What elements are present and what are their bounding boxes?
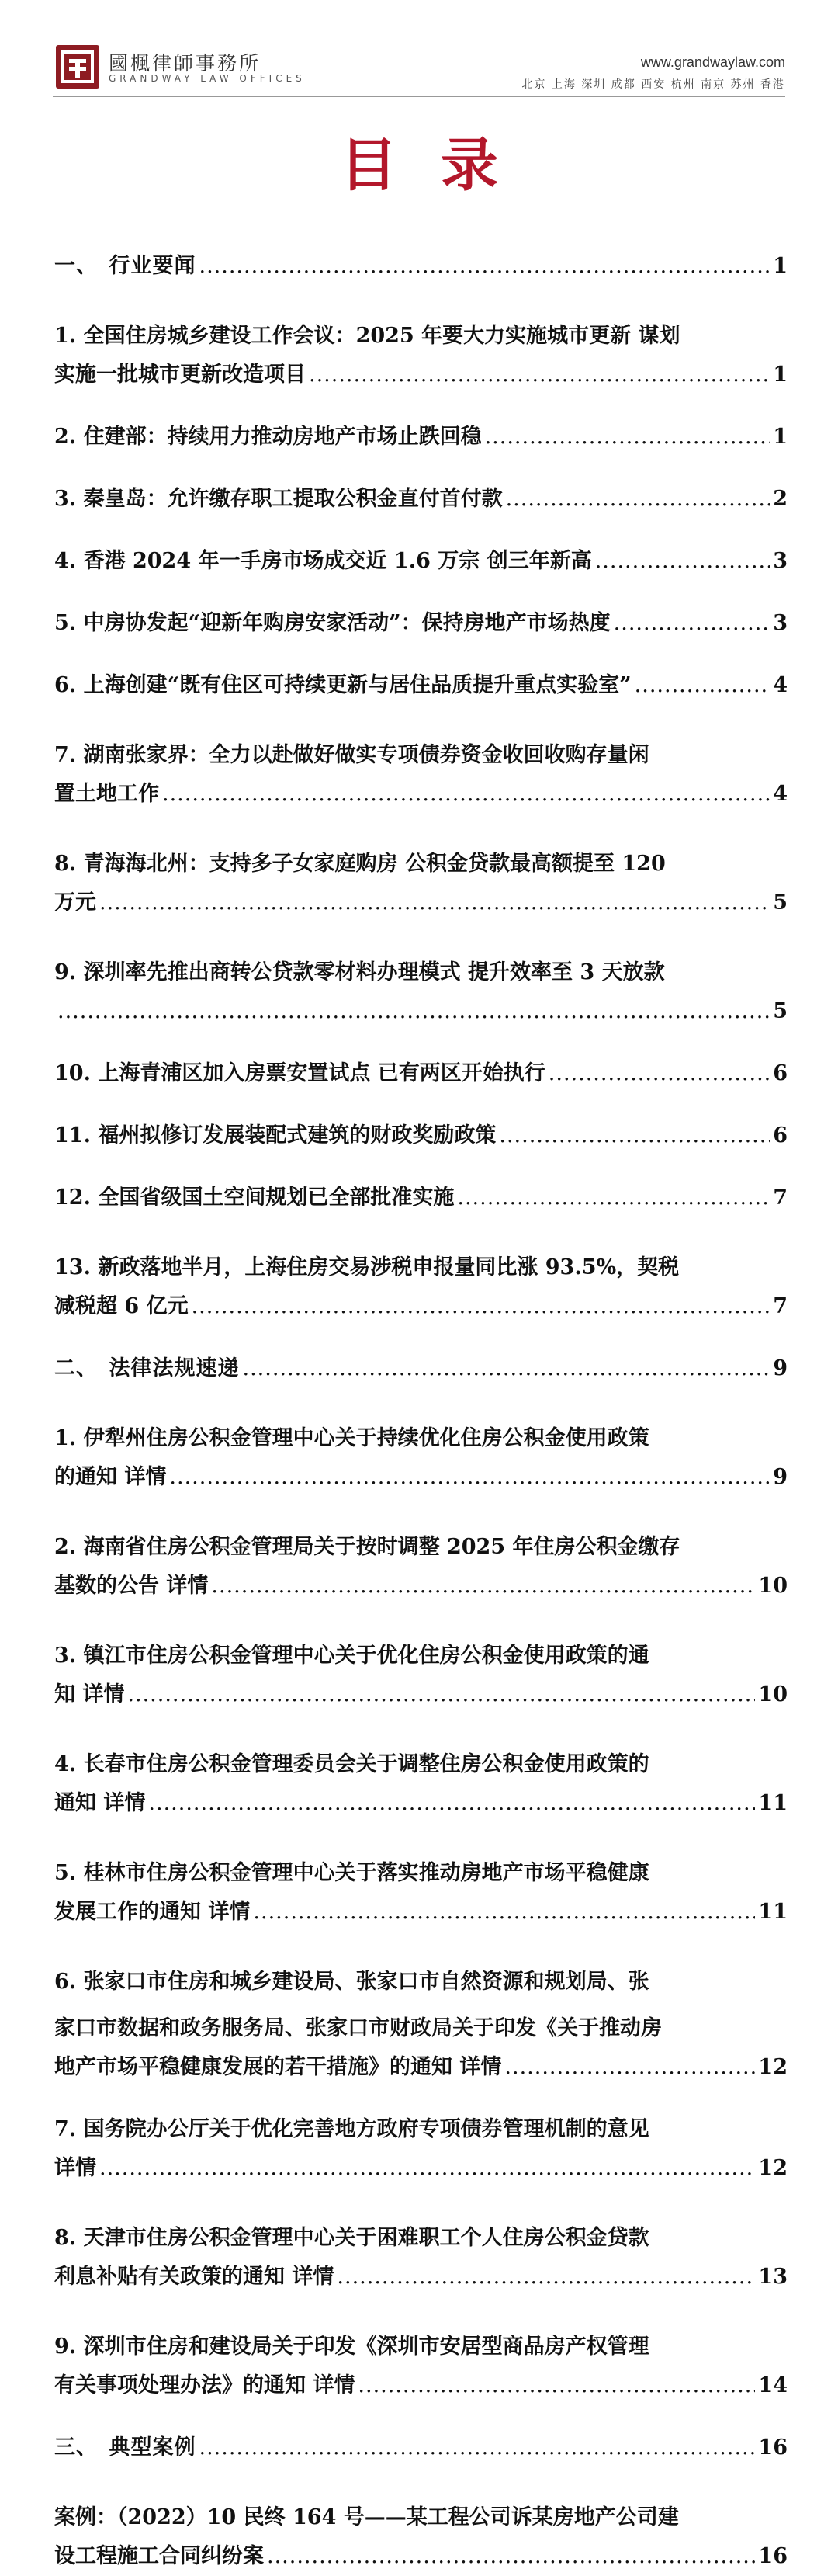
toc-entry[interactable] xyxy=(54,1629,788,1714)
toc-entry[interactable] xyxy=(54,1846,788,1932)
dot-leader xyxy=(243,1349,770,1388)
toc-entry[interactable] xyxy=(54,837,788,922)
dot-leader xyxy=(57,992,770,1031)
toc-entry-text: 地产市场平稳健康发展的若干措施》的通知 详情 xyxy=(54,2055,502,2079)
toc-entry-text: 设工程施工合同纠纷案 xyxy=(54,2544,264,2568)
toc-entry-text: 的通知 详情 xyxy=(54,1465,167,1489)
dot-leader xyxy=(614,604,770,643)
dot-leader xyxy=(457,1179,770,1217)
toc-entry-text: 万元 xyxy=(54,890,96,915)
dot-leader xyxy=(635,666,770,705)
toc-entry-text: 13. 新政落地半月，上海住房交易涉税申报量同比涨 93.5%，契税 xyxy=(54,1255,680,1279)
toc-page-number: 10 xyxy=(758,1574,788,1598)
dot-leader xyxy=(358,2366,755,2405)
toc-entry-text: 4. 香港 2024 年一手房市场成交近 1.6 万宗 创三年新高 xyxy=(54,549,592,573)
dot-leader xyxy=(267,2537,755,2576)
toc-entry-text: 有关事项处理办法》的通知 详情 xyxy=(54,2373,355,2397)
toc-page-number: 2 xyxy=(773,487,788,511)
toc-entry-text: 8. 青海海北州：支持多子女家庭购房 公积金贷款最高额提至 120 xyxy=(54,852,666,876)
page-title: 目录 xyxy=(340,132,542,199)
toc-page-number: 3 xyxy=(773,611,788,635)
toc-entry[interactable] xyxy=(54,1411,788,1497)
dot-leader xyxy=(99,884,770,922)
toc-entry[interactable] xyxy=(54,309,788,394)
dot-leader xyxy=(337,2258,755,2297)
toc-page-number: 13 xyxy=(758,2265,788,2289)
toc-entry-text: 减税超 6 亿元 xyxy=(54,1294,189,1318)
toc-page-number: 5 xyxy=(773,890,788,915)
toc-entry-text: 8. 天津市住房公积金管理中心关于困难职工个人住房公积金贷款 xyxy=(54,2226,649,2250)
toc-entry[interactable] xyxy=(54,1738,788,1823)
toc-entry[interactable] xyxy=(54,2102,788,2188)
toc-page-number: 11 xyxy=(758,1791,788,1815)
website-url: www.grandwaylaw.com xyxy=(640,54,785,70)
dot-leader xyxy=(485,418,770,457)
toc-entry-text: 2. 住建部：持续用力推动房地产市场止跌回稳 xyxy=(54,425,482,449)
toc-entry-text: 4. 长春市住房公积金管理委员会关于调整住房公积金使用政策的 xyxy=(54,1752,649,1776)
toc-entry-text: 5. 桂林市住房公积金管理中心关于落实推动房地产市场平稳健康 xyxy=(54,1861,649,1885)
toc-entry-text: 知 详情 xyxy=(54,1682,125,1706)
header-divider xyxy=(53,96,785,97)
toc-entry[interactable] xyxy=(54,1241,788,1326)
toc-entry-text: 家口市数据和政务服务局、张家口市财政局关于印发《关于推动房 xyxy=(54,2016,662,2040)
toc-page-number: 7 xyxy=(773,1294,788,1318)
toc-entry-text: 2. 海南省住房公积金管理局关于按时调整 2025 年住房公积金缴存 xyxy=(54,1535,680,1559)
dot-leader xyxy=(148,1784,755,1823)
toc-page-number: 16 xyxy=(758,2544,788,2568)
toc-page-number: 4 xyxy=(773,673,788,697)
dot-leader xyxy=(549,1054,770,1093)
toc-entry[interactable] xyxy=(54,1054,788,1093)
toc-page-number: 12 xyxy=(758,2156,788,2180)
toc-page-number: 7 xyxy=(773,1186,788,1210)
toc-entry[interactable] xyxy=(54,604,788,643)
firm-name-cn: 國楓律師事務所 xyxy=(109,52,261,75)
toc-entry-text: 案例：（2022）10 民终 164 号——某工程公司诉某房地产公司建 xyxy=(54,2505,679,2529)
toc-entry[interactable] xyxy=(54,946,788,1031)
toc-page-number: 1 xyxy=(773,363,788,387)
toc-page-number: 3 xyxy=(773,549,788,573)
toc-entry-text: 一、 行业要闻 xyxy=(54,254,196,278)
toc-entry[interactable] xyxy=(54,1520,788,1606)
dot-leader xyxy=(211,1567,755,1606)
toc-page-number: 9 xyxy=(773,1356,788,1380)
office-cities: 北京 上海 深圳 成都 西安 杭州 南京 苏州 香港 xyxy=(521,78,785,91)
dot-leader xyxy=(253,1893,755,1932)
toc-entry-text: 12. 全国省级国土空间规划已全部批准实施 xyxy=(54,1186,455,1210)
toc-page-number: 5 xyxy=(773,999,788,1023)
dot-leader xyxy=(169,1458,770,1497)
toc-entry[interactable] xyxy=(54,2211,788,2297)
toc-entry[interactable] xyxy=(54,418,788,457)
toc-entry-text: 实施一批城市更新改造项目 xyxy=(54,363,306,387)
toc-page-number: 11 xyxy=(758,1900,788,1924)
toc-entry[interactable] xyxy=(54,1955,788,2087)
toc-entry-text: 3. 秦皇岛：允许缴存职工提取公积金直付首付款 xyxy=(54,487,503,511)
toc-entry-text: 5. 中房协发起“迎新年购房安家活动”：保持房地产市场热度 xyxy=(54,611,611,635)
toc-entry-text: 10. 上海青浦区加入房票安置试点 已有两区开始执行 xyxy=(54,1061,545,1085)
dot-leader xyxy=(192,1287,770,1326)
dot-leader xyxy=(595,542,770,581)
dot-leader xyxy=(309,356,770,394)
toc-page-number: 4 xyxy=(773,782,788,806)
toc-entry-text: 三、 典型案例 xyxy=(54,2435,196,2460)
toc-entry[interactable] xyxy=(54,2491,788,2576)
toc-entry-text: 置土地工作 xyxy=(54,782,159,806)
toc-entry[interactable] xyxy=(54,247,788,286)
toc-entry-text: 基数的公告 详情 xyxy=(54,1574,209,1598)
toc-entry-text: 利息补贴有关政策的通知 详情 xyxy=(54,2265,334,2289)
toc-entry-text: 6. 上海创建“既有住区可持续更新与居住品质提升重点实验室” xyxy=(54,673,632,697)
toc-entry-text: 详情 xyxy=(54,2156,96,2180)
dot-leader xyxy=(506,480,770,519)
firm-name-en: GRANDWAY LAW OFFICES xyxy=(109,73,306,84)
toc-entry[interactable] xyxy=(54,666,788,705)
toc-page-number: 1 xyxy=(773,254,788,278)
toc-entry-text: 二、 法律法规速递 xyxy=(54,1356,240,1380)
toc-entry[interactable] xyxy=(54,728,788,814)
dot-leader xyxy=(199,247,770,286)
toc-entry[interactable] xyxy=(54,1179,788,1217)
toc-entry[interactable] xyxy=(54,480,788,519)
dot-leader xyxy=(99,2149,755,2188)
toc-entry-text: 7. 国务院办公厅关于优化完善地方政府专项债券管理机制的意见 xyxy=(54,2117,649,2141)
toc-entry-text: 3. 镇江市住房公积金管理中心关于优化住房公积金使用政策的通 xyxy=(54,1644,649,1668)
toc-page-number: 12 xyxy=(758,2055,788,2079)
toc-entry-text: 7. 湖南张家界：全力以赴做好做实专项债券资金收回收购存量闲 xyxy=(54,743,649,767)
toc-page-number: 1 xyxy=(773,425,788,449)
toc-page-number: 10 xyxy=(758,1682,788,1706)
dot-leader xyxy=(504,2048,755,2087)
toc-entry-text: 发展工作的通知 详情 xyxy=(54,1900,251,1924)
toc-entry-text: 通知 详情 xyxy=(54,1791,146,1815)
toc-entry[interactable] xyxy=(54,1116,788,1155)
toc-entry[interactable] xyxy=(54,2428,788,2467)
toc-page-number: 6 xyxy=(773,1123,788,1147)
dot-leader xyxy=(127,1675,755,1714)
toc-entry-text: 11. 福州拟修订发展装配式建筑的财政奖励政策 xyxy=(54,1123,497,1147)
toc-entry[interactable] xyxy=(54,542,788,581)
toc-page-number: 6 xyxy=(773,1061,788,1085)
dot-leader xyxy=(162,775,770,814)
toc-entry[interactable] xyxy=(54,2320,788,2405)
toc-page-number: 9 xyxy=(773,1465,788,1489)
firm-logo xyxy=(56,45,99,89)
toc-entry-text: 6. 张家口市住房和城乡建设局、张家口市自然资源和规划局、张 xyxy=(54,1970,649,1994)
toc-entry-text: 1. 伊犁州住房公积金管理中心关于持续优化住房公积金使用政策 xyxy=(54,1426,649,1450)
toc-page-number: 16 xyxy=(758,2435,788,2460)
toc-page-number: 14 xyxy=(758,2373,788,2397)
toc-entry-text: 1. 全国住房城乡建设工作会议：2025 年要大力实施城市更新 谋划 xyxy=(54,324,680,348)
toc-entry-text: 9. 深圳市住房和建设局关于印发《深圳市安居型商品房产权管理 xyxy=(54,2335,649,2359)
letterhead xyxy=(0,0,838,101)
dot-leader xyxy=(199,2428,756,2467)
toc-entry-text: 9. 深圳率先推出商转公贷款零材料办理模式 提升效率至 3 天放款 xyxy=(54,960,665,984)
dot-leader xyxy=(499,1116,770,1155)
toc-entry[interactable] xyxy=(54,1349,788,1388)
